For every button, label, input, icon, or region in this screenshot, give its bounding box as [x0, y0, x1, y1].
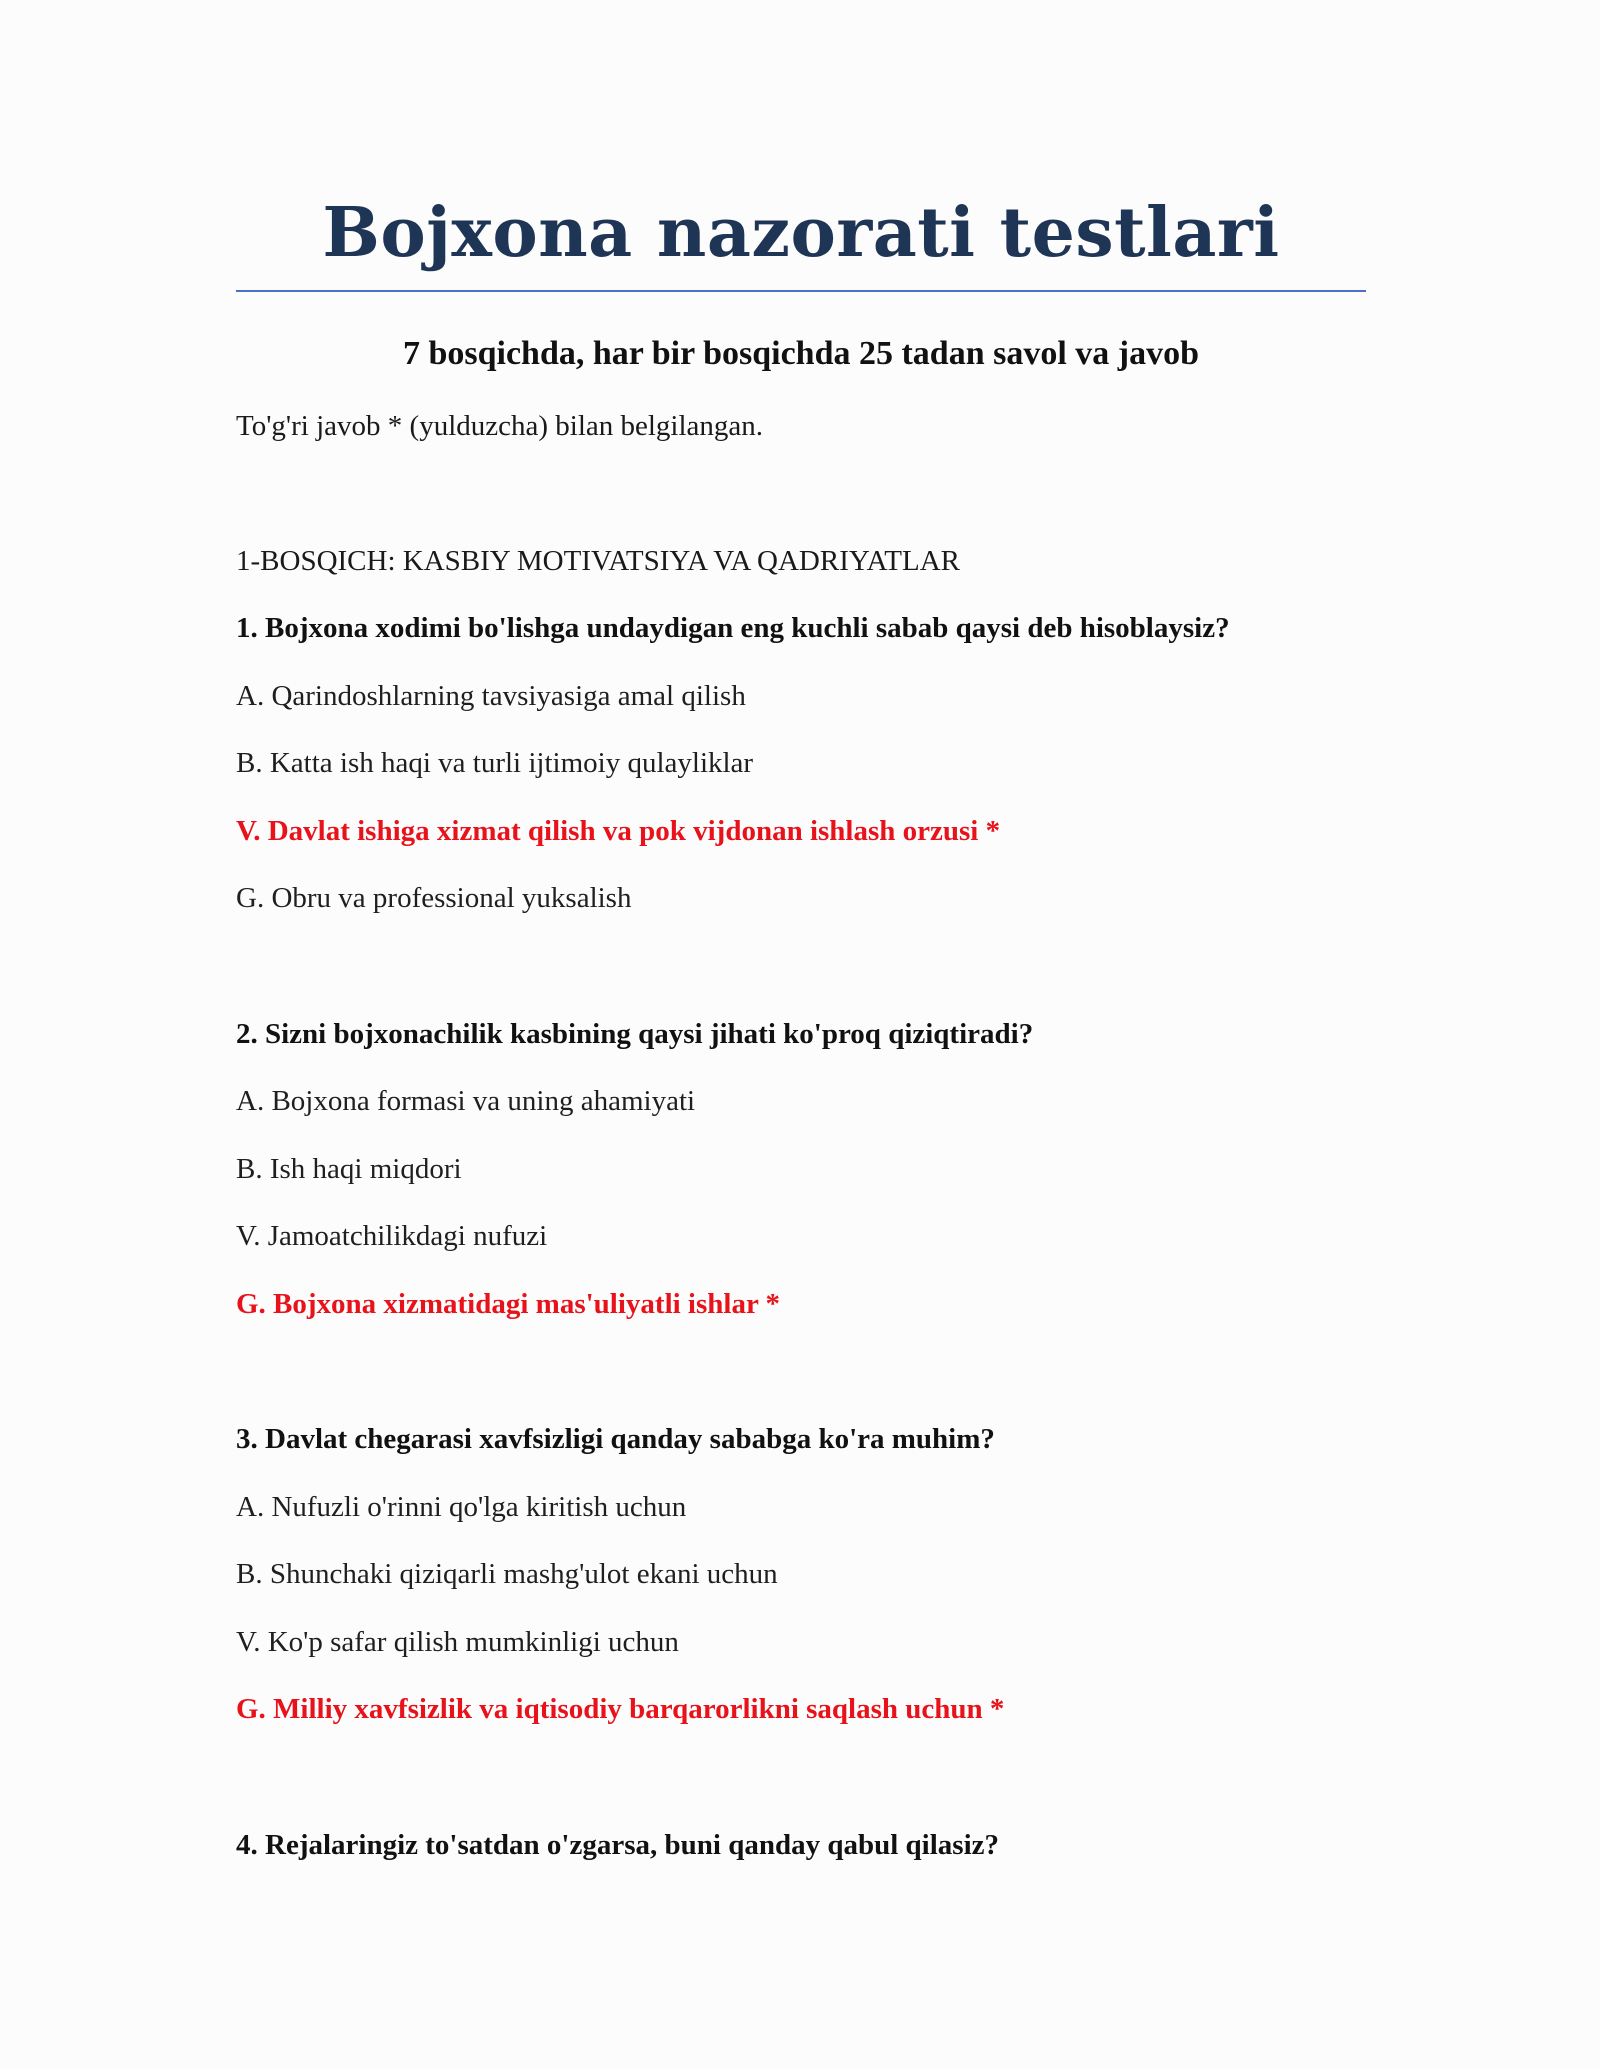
document-title: Bojxona nazorati testlari	[322, 193, 1280, 273]
title-divider	[236, 290, 1366, 292]
q1-option-g: G. Obru va professional yuksalish	[236, 882, 632, 914]
question-1: 1. Bojxona xodimi bo'lishga undaydigan eng kuchli sabab qaysi deb hisoblaysiz?	[236, 612, 1230, 644]
q2-option-b: B. Ish haqi miqdori	[236, 1153, 462, 1185]
question-3: 3. Davlat chegarasi xavfsizligi qanday sababga ko'ra muhim?	[236, 1423, 995, 1455]
q1-option-a: A. Qarindoshlarning tavsiyasiga amal qilish	[236, 680, 746, 712]
q2-option-v: V. Jamoatchilikdagi nufuzi	[236, 1220, 548, 1252]
q3-option-a: A. Nufuzli o'rinni qo'lga kiritish uchun	[236, 1491, 687, 1523]
document-subtitle: 7 bosqichda, har bir bosqichda 25 tadan savol va javob	[402, 335, 1200, 372]
q1-option-b: B. Katta ish haqi va turli ijtimoiy qulayliklar	[236, 747, 754, 779]
q3-option-v: V. Ko'p safar qilish mumkinligi uchun	[236, 1626, 679, 1658]
stage-heading: 1-BOSQICH: KASBIY MOTIVATSIYA VA QADRIYATLAR	[236, 545, 961, 577]
q2-option-g-correct: G. Bojxona xizmatidagi mas'uliyatli ishlar *	[236, 1288, 781, 1320]
question-4: 4. Rejalaringiz to'satdan o'zgarsa, buni qanday qabul qilasiz?	[236, 1829, 999, 1861]
answer-key-note: To'g'ri javob * (yulduzcha) bilan belgilangan.	[236, 410, 764, 442]
q3-option-g-correct: G. Milliy xavfsizlik va iqtisodiy barqarorlikni saqlash uchun *	[236, 1693, 1005, 1725]
q2-option-a: A. Bojxona formasi va uning ahamiyati	[236, 1085, 696, 1117]
question-2: 2. Sizni bojxonachilik kasbining qaysi jihati ko'proq qiziqtiradi?	[236, 1018, 1034, 1050]
q3-option-b: B. Shunchaki qiziqarli mashg'ulot ekani uchun	[236, 1558, 778, 1590]
q1-option-v-correct: V. Davlat ishiga xizmat qilish va pok vijdonan ishlash orzusi *	[236, 815, 1001, 847]
